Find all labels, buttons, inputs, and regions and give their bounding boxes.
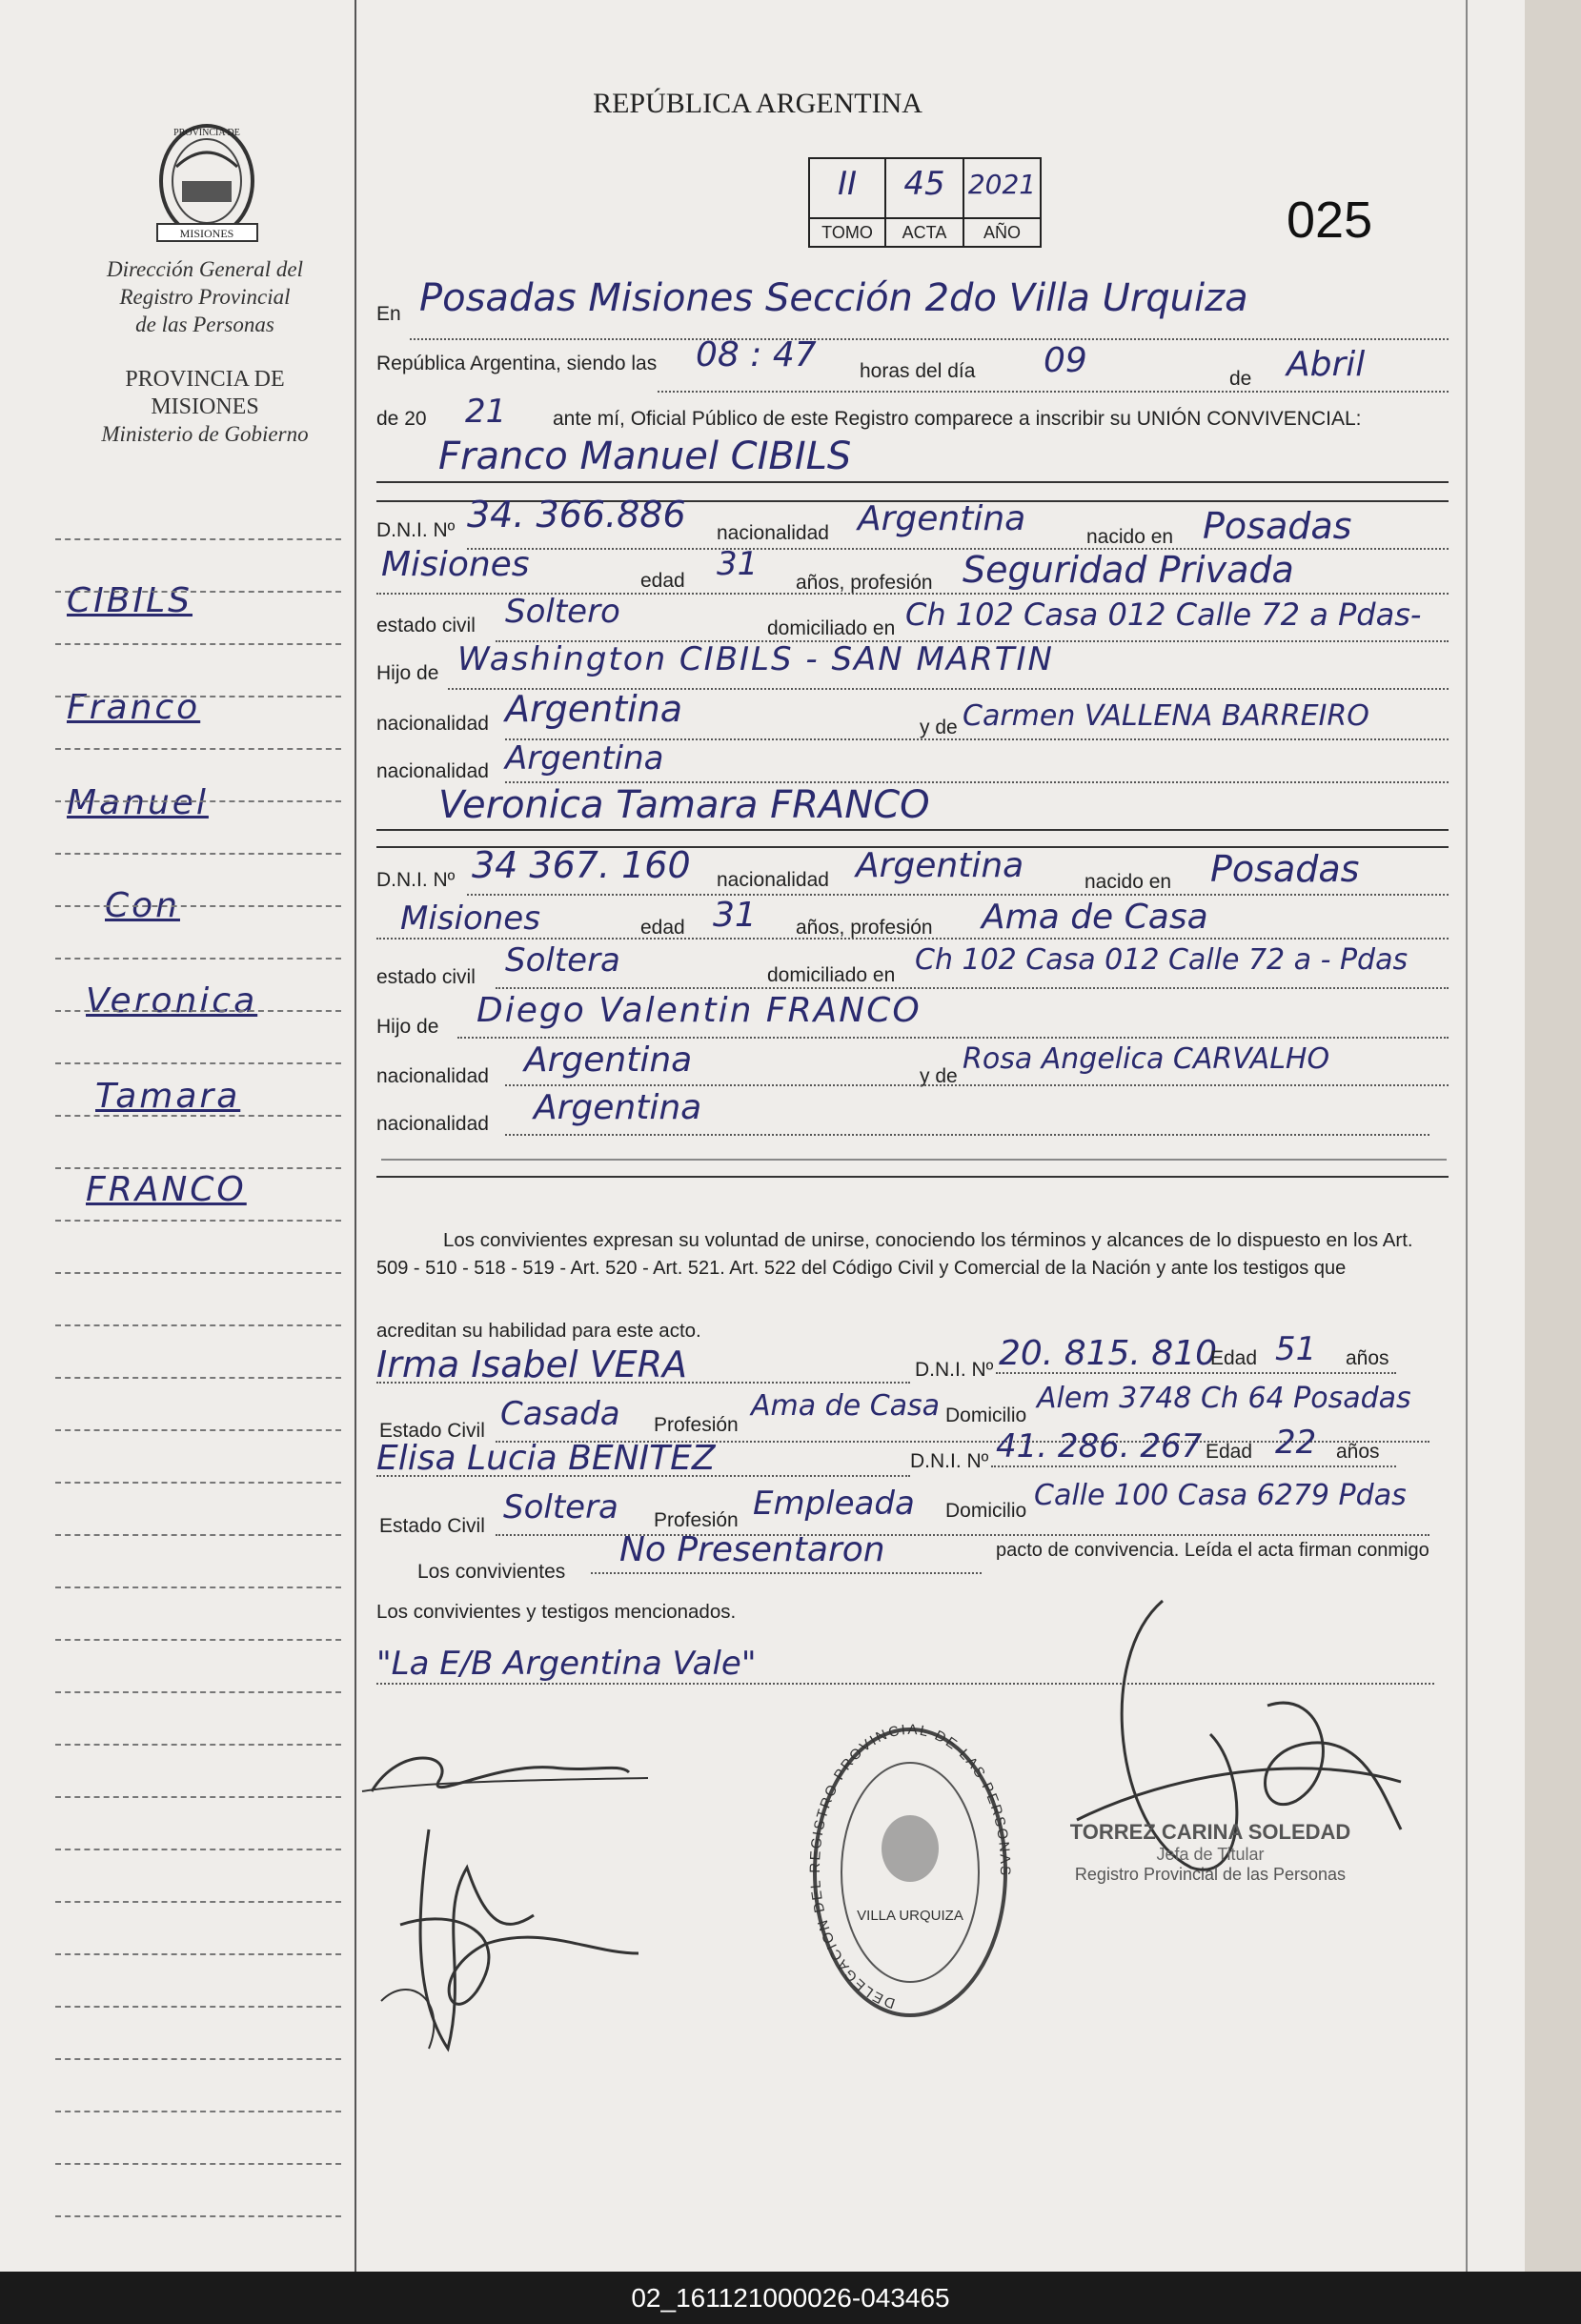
w2-dni-label: D.N.I. Nº bbox=[910, 1450, 989, 1472]
margin-dotted-line bbox=[55, 1849, 341, 1850]
declaration-line-3: acreditan su habilidad para este acto. bbox=[376, 1320, 701, 1342]
pacto-label: pacto de convivencia. Leída el acta firman conmigo bbox=[996, 1540, 1429, 1561]
section-rule-4 bbox=[376, 1176, 1449, 1178]
p2-nac-madre-label: nacionalidad bbox=[376, 1113, 489, 1135]
margin-name-1: CIBILS bbox=[67, 581, 193, 620]
institution-line-2: Registro Provincial bbox=[119, 285, 291, 309]
margin-dotted-line bbox=[55, 696, 341, 697]
convivientes-label: Los convivientes bbox=[417, 1561, 566, 1583]
p1-profesion-label: años, profesión bbox=[796, 572, 933, 594]
margin-name-4: Con bbox=[105, 886, 180, 925]
margin-dotted-line bbox=[55, 2163, 341, 2165]
w2-name-line bbox=[376, 1475, 910, 1477]
stamp-center-text: VILLA URQUIZA bbox=[857, 1908, 963, 1924]
acta-cell bbox=[884, 157, 964, 248]
person2-name: Veronica Tamara FRANCO bbox=[438, 783, 930, 827]
w1-dni: 20. 815. 810 bbox=[999, 1334, 1218, 1373]
stamp-ring-text: DELEGACION DEL REGISTRO PROVINCIAL DE LAS PERSONAS bbox=[807, 1721, 1014, 2011]
p1-domicilio: Ch 102 Casa 012 Calle 72 a Pdas- bbox=[905, 596, 1422, 633]
institution-name bbox=[57, 255, 353, 338]
margin-dotted-line bbox=[55, 1796, 341, 1798]
w1-domicilio-label: Domicilio bbox=[945, 1405, 1027, 1426]
margin-dotted-line bbox=[55, 1534, 341, 1536]
official-role: Jefa de Titular bbox=[1156, 1845, 1265, 1864]
margin-dotted-line bbox=[55, 1272, 341, 1274]
place-line bbox=[410, 338, 1449, 340]
margin-name-3: Manuel bbox=[67, 783, 209, 822]
p1-dni-line bbox=[467, 548, 1449, 550]
p1-nac-padre: Argentina bbox=[505, 688, 683, 730]
p2-nacido2: Misiones bbox=[400, 899, 540, 938]
margin-dotted-line bbox=[55, 1377, 341, 1379]
p2-dni-label: D.N.I. Nº bbox=[376, 869, 456, 891]
margin-name-6: Tamara bbox=[95, 1077, 241, 1116]
final-line: Los convivientes y testigos mencionados. bbox=[376, 1601, 737, 1623]
w2-edad: 22 bbox=[1275, 1424, 1317, 1462]
w1-name-line bbox=[376, 1382, 910, 1384]
margin-name-7: FRANCO bbox=[86, 1170, 247, 1209]
w1-edad: 51 bbox=[1275, 1330, 1317, 1368]
siendo-label: República Argentina, siendo las bbox=[376, 353, 658, 374]
p1-edad-label: edad bbox=[640, 570, 685, 592]
en-label: En bbox=[376, 303, 401, 325]
p1-padre: Washington CIBILS - SAN MARTIN bbox=[457, 640, 1054, 678]
province-name bbox=[57, 366, 353, 421]
margin-dotted-line bbox=[55, 1115, 341, 1117]
person2-name-line bbox=[376, 829, 1449, 831]
province-seal-icon bbox=[148, 114, 267, 248]
margin-dotted-line bbox=[55, 1901, 341, 1903]
margin-dotted-line bbox=[55, 1062, 341, 1064]
note-value: "La E/B Argentina Vale" bbox=[376, 1645, 757, 1683]
p2-estado: Soltera bbox=[505, 941, 620, 980]
p2-estado-line bbox=[496, 987, 1449, 989]
day-value: 09 bbox=[1044, 341, 1087, 380]
w2-edad-label: Edad bbox=[1206, 1441, 1253, 1463]
record-box bbox=[808, 157, 1042, 248]
p2-hijo-line bbox=[457, 1037, 1449, 1039]
p1-nacido: Posadas bbox=[1203, 505, 1352, 547]
p1-dni: 34. 366.886 bbox=[467, 494, 686, 536]
w2-domicilio: Calle 100 Casa 6279 Pdas bbox=[1034, 1479, 1407, 1512]
w1-domicilio: Alem 3748 Ch 64 Posadas bbox=[1037, 1382, 1411, 1415]
p1-nac-padre-label: nacionalidad bbox=[376, 713, 489, 735]
p2-domicilio-label: domiciliado en bbox=[767, 964, 896, 986]
margin-dotted-line bbox=[55, 1167, 341, 1169]
signatures-left bbox=[343, 1687, 743, 2087]
hour-value: 08 : 47 bbox=[696, 335, 817, 374]
p2-hijo-label: Hijo de bbox=[376, 1016, 439, 1038]
margin-dotted-line bbox=[55, 853, 341, 855]
p2-nac-padre: Argentina bbox=[524, 1041, 693, 1080]
acta-label: ACTA bbox=[886, 217, 963, 246]
official-signature-block bbox=[1053, 1820, 1368, 1885]
margin-dotted-line bbox=[55, 905, 341, 907]
official-stamp bbox=[805, 1715, 1015, 2030]
w1-dni-label: D.N.I. Nº bbox=[915, 1359, 994, 1381]
de-label: de bbox=[1229, 368, 1252, 390]
w1-anos-label: años bbox=[1346, 1347, 1389, 1369]
anio-cell bbox=[963, 157, 1042, 248]
p1-estado: Soltero bbox=[505, 593, 620, 631]
margin-dotted-line bbox=[55, 643, 341, 645]
w2-domicilio-label: Domicilio bbox=[945, 1500, 1027, 1522]
p2-nac-line bbox=[505, 1084, 1449, 1086]
margin-dotted-line bbox=[55, 1429, 341, 1431]
margin-dotted-line bbox=[55, 2111, 341, 2112]
w2-profesion: Empleada bbox=[753, 1485, 915, 1523]
w2-estado-label: Estado Civil bbox=[379, 1515, 485, 1537]
p2-nacido: Posadas bbox=[1210, 848, 1360, 890]
p2-profesion-label: años, profesión bbox=[796, 917, 933, 939]
p2-estado-label: estado civil bbox=[376, 966, 476, 988]
w1-name: Irma Isabel VERA bbox=[376, 1344, 688, 1385]
margin-dotted-line bbox=[55, 538, 341, 540]
document-title: REPÚBLICA ARGENTINA bbox=[593, 88, 922, 119]
margin-dotted-line bbox=[55, 1482, 341, 1484]
margin-dotted-line bbox=[55, 1220, 341, 1222]
pacto-line bbox=[591, 1572, 982, 1574]
p1-nacionalidad: Argentina bbox=[858, 499, 1026, 538]
margin-dotted-line bbox=[55, 2215, 341, 2217]
w2-name: Elisa Lucia BENITEZ bbox=[376, 1439, 716, 1478]
p1-hijo-label: Hijo de bbox=[376, 662, 439, 684]
p2-padre: Diego Valentin FRANCO bbox=[476, 991, 922, 1030]
p1-domicilio-label: domiciliado en bbox=[767, 617, 896, 639]
month-value: Abril bbox=[1287, 345, 1366, 384]
institution-line-1: Dirección General del bbox=[106, 257, 304, 281]
margin-dotted-line bbox=[55, 1744, 341, 1746]
p2-nacionalidad-label: nacionalidad bbox=[717, 869, 829, 891]
p1-yde-label: y de bbox=[920, 717, 958, 738]
margin-dotted-line bbox=[55, 1953, 341, 1955]
p2-nac-madre-line bbox=[505, 1134, 1429, 1136]
seal-top-text: PROVINCIA DE bbox=[173, 128, 240, 138]
w1-edad-label: Edad bbox=[1210, 1347, 1258, 1369]
anio-value: 2021 bbox=[967, 169, 1037, 200]
institution-line-3: de las Personas bbox=[135, 313, 274, 336]
horas-label: horas del día bbox=[860, 360, 976, 382]
p1-dni-label: D.N.I. Nº bbox=[376, 519, 456, 541]
p1-nacionalidad-label: nacionalidad bbox=[717, 522, 829, 544]
p2-edad: 31 bbox=[713, 896, 757, 935]
official-office: Registro Provincial de las Personas bbox=[1074, 1865, 1347, 1884]
w1-profesion: Ama de Casa bbox=[751, 1389, 941, 1423]
margin-dotted-line bbox=[55, 800, 341, 802]
section-rule-3 bbox=[381, 1159, 1447, 1161]
ante-label: ante mí, Oficial Público de este Registro comparece a inscribir su UNIÓN CONVIVENCIAL: bbox=[553, 408, 1362, 430]
w2-estado: Soltera bbox=[503, 1488, 618, 1526]
margin-dotted-line bbox=[55, 1691, 341, 1693]
w2-anos-label: años bbox=[1336, 1441, 1380, 1463]
tomo-cell bbox=[808, 157, 886, 248]
w1-profesion-label: Profesión bbox=[654, 1414, 739, 1436]
w1-dni-line bbox=[996, 1372, 1396, 1374]
p1-estado-label: estado civil bbox=[376, 615, 476, 637]
p2-profesion: Ama de Casa bbox=[982, 898, 1208, 937]
margin-dotted-line bbox=[55, 1324, 341, 1326]
margin-dotted-line bbox=[55, 748, 341, 750]
declaration-line-2-text: 509 - 510 - 518 - 519 - Art. 520 - Art. 521. Art. 522 del Código Civil y Comercial de la Nación y ante los testigos que bbox=[376, 1258, 1347, 1279]
p2-domicilio: Ch 102 Casa 012 Calle 72 a - Pdas bbox=[915, 943, 1409, 977]
tomo-label: TOMO bbox=[810, 217, 884, 246]
year-prefix: de 20 bbox=[376, 408, 427, 430]
p2-nac-madre: Argentina bbox=[534, 1088, 702, 1127]
right-margin-rule bbox=[1466, 0, 1468, 2272]
scan-footer: 02_161121000026-043465 bbox=[0, 2272, 1581, 2324]
p1-nacido2: Misiones bbox=[381, 545, 530, 584]
stamp-emblem-icon bbox=[882, 1815, 939, 1882]
p1-nacido-label: nacido en bbox=[1086, 526, 1174, 548]
seal-bottom-text: MISIONES bbox=[179, 227, 234, 240]
anio-label: AÑO bbox=[964, 217, 1040, 246]
page-edge bbox=[1525, 0, 1581, 2272]
declaration-line-1: Los convivientes expresan su voluntad de unirse, conociendo los términos y alcances de lo dispuesto en los Art. bbox=[443, 1229, 1413, 1251]
province-line-2: MISIONES bbox=[151, 394, 259, 419]
p1-profesion: Seguridad Privada bbox=[963, 549, 1294, 591]
official-name: TORREZ CARINA SOLEDAD bbox=[1069, 1820, 1351, 1844]
p2-nacionalidad: Argentina bbox=[856, 846, 1024, 885]
p2-nac-padre-label: nacionalidad bbox=[376, 1065, 489, 1087]
p2-edad-label: edad bbox=[640, 917, 685, 939]
pacto-value: No Presentaron bbox=[619, 1530, 885, 1569]
margin-dotted-line bbox=[55, 2058, 341, 2060]
p2-dni-line bbox=[467, 894, 1449, 896]
ministry-name: Ministerio de Gobierno bbox=[101, 422, 309, 446]
p2-yde-label: y de bbox=[920, 1065, 958, 1087]
province-line-1: PROVINCIA DE bbox=[125, 367, 285, 392]
p1-nac-madre-label: nacionalidad bbox=[376, 760, 489, 782]
margin-dotted-line bbox=[55, 1586, 341, 1588]
p1-nac-madre: Argentina bbox=[505, 739, 664, 778]
document-number: 025 bbox=[1287, 192, 1373, 249]
acta-value: 45 bbox=[903, 165, 945, 203]
person1-name: Franco Manuel CIBILS bbox=[438, 434, 852, 478]
margin-name-5: Veronica bbox=[86, 981, 258, 1021]
p2-nacido-label: nacido en bbox=[1084, 871, 1172, 893]
margin-name-2: Franco bbox=[67, 688, 201, 727]
w1-estado: Casada bbox=[500, 1395, 620, 1433]
p2-edad-line bbox=[376, 938, 1449, 940]
w2-dni-line bbox=[991, 1465, 1396, 1467]
year-suffix: 21 bbox=[465, 393, 507, 431]
p1-edad: 31 bbox=[717, 545, 759, 583]
margin-dotted-line bbox=[55, 591, 341, 593]
margin-dotted-line bbox=[55, 2006, 341, 2008]
time-line bbox=[658, 391, 1449, 393]
p2-dni: 34 367. 160 bbox=[472, 844, 691, 886]
p2-madre: Rosa Angelica CARVALHO bbox=[963, 1042, 1330, 1076]
person1-name-line bbox=[376, 481, 1449, 483]
w2-profesion-label: Profesión bbox=[654, 1509, 739, 1531]
p1-madre: Carmen VALLENA BARREIRO bbox=[963, 699, 1369, 733]
w1-estado-label: Estado Civil bbox=[379, 1420, 485, 1442]
w2-dni: 41. 286. 267 bbox=[996, 1427, 1203, 1465]
tomo-value: II bbox=[837, 165, 858, 203]
place-value: Posadas Misiones Sección 2do Villa Urquiza bbox=[419, 276, 1248, 320]
margin-dotted-line bbox=[55, 1010, 341, 1012]
margin-dotted-line bbox=[55, 1639, 341, 1641]
left-margin-column bbox=[0, 0, 355, 2272]
margin-dotted-line bbox=[55, 958, 341, 960]
